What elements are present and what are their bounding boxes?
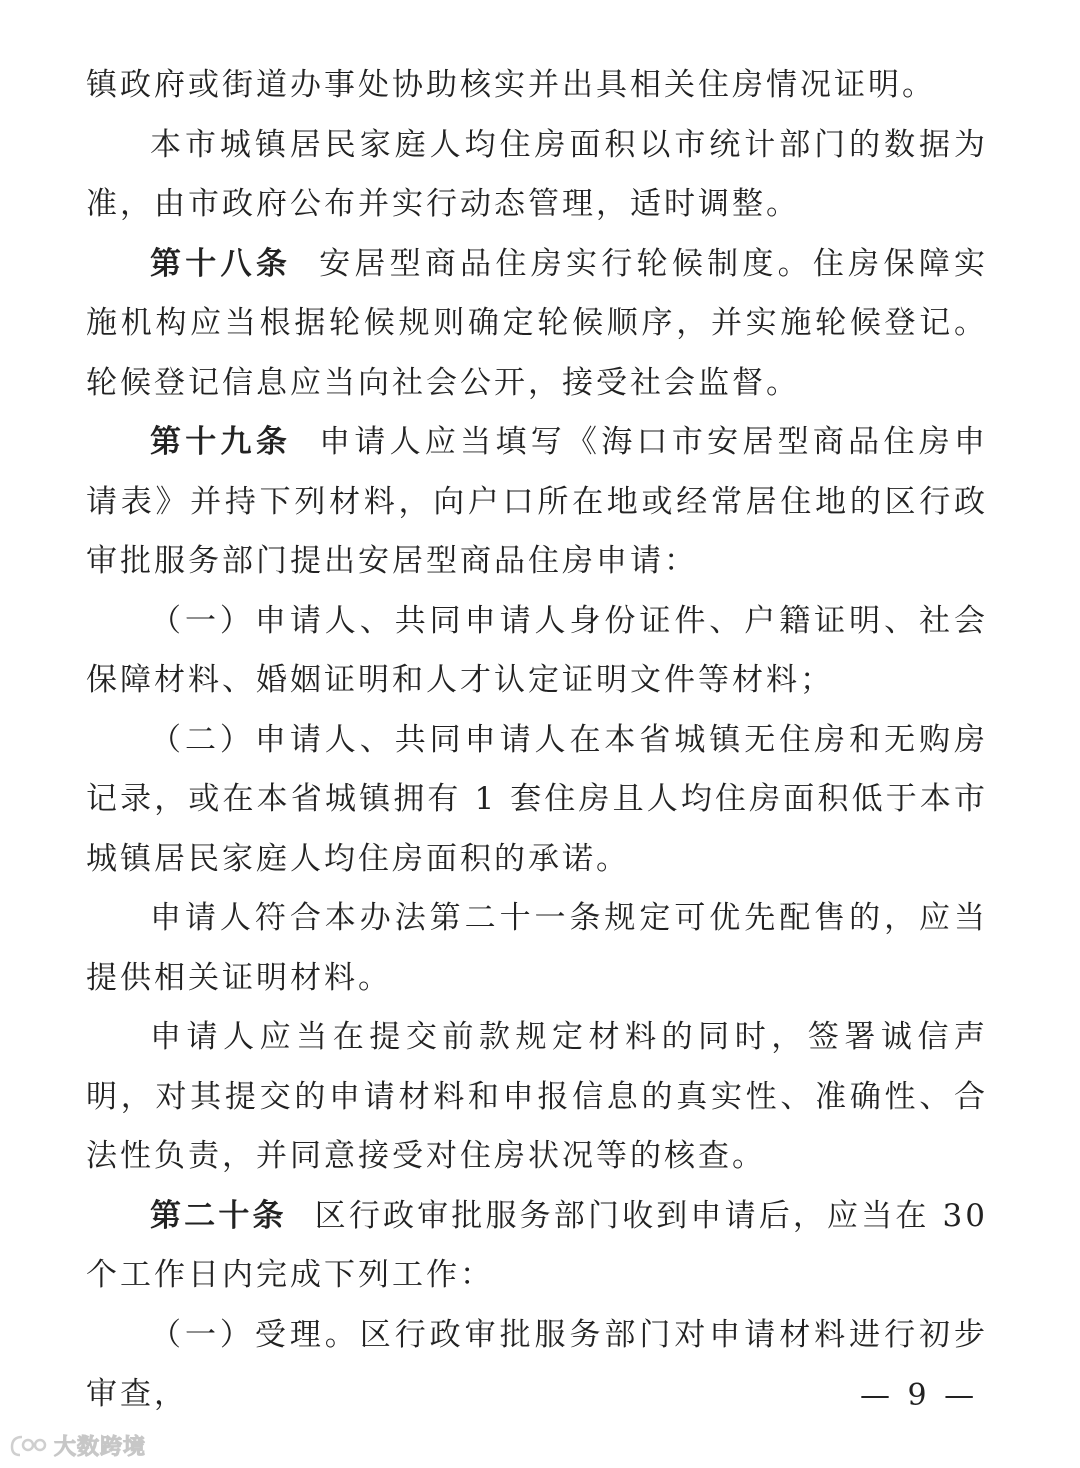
paragraph-2 [86,116,988,235]
paragraph-1 [86,56,988,116]
paragraph-priority [86,889,988,1008]
paragraph-text: 镇政府或街道办事处协助核实并出具相关住房情况证明。 [86,67,936,103]
paragraph-declaration [86,1008,988,1187]
article-20 [86,1187,988,1306]
paragraph-text: 申请人应当在提交前款规定材料的同时，签署诚信声明，对其提交的申请材料和申报信息的真实性、准确性、合法性负责，并同意接受对住房状况等的核查。 [86,1019,988,1174]
page-number: — 9 — [860,1378,979,1413]
paragraph-text: 申请人符合本办法第二十一条规定可优先配售的，应当提供相关证明材料。 [86,900,988,996]
paragraph-text: 本市城镇居民家庭人均住房面积以市统计部门的数据为准，由市政府公布并实行动态管理，适时调整。 [86,126,988,222]
article-19 [86,413,988,592]
list-item-2 [86,711,988,890]
article-heading: 第十八条 [150,245,292,282]
paragraph-text: （一）受理。区行政审批服务部门对申请材料进行初步审查， [86,1316,988,1412]
paragraph-text: 安居型商品住房实行轮候制度。住房保障实施机构应当根据轮候规则确定轮候顺序，并实施轮候登记。轮候登记信息应当向社会公开，接受社会监督。 [86,245,989,401]
paragraph-text: （一）申请人、共同申请人身份证件、户籍证明、社会保障材料、婚姻证明和人才认定证明文件等材料； [86,602,988,698]
document-body [86,56,988,1425]
watermark [8,1430,146,1461]
paragraph-text: 申请人应当填写《海口市安居型商品住房申请表》并持下列材料，向户口所在地或经常居住地的区行政审批服务部门提出安居型商品住房申请： [86,424,989,579]
article-heading: 第二十条 [150,1197,287,1234]
paragraph-text: （二）申请人、共同申请人在本省城镇无住房和无购房记录，或在本省城镇拥有 1 套住房且人均住房面积低于本市城镇居民家庭人均住房面积的承诺。 [86,721,988,877]
article-18 [86,235,988,414]
list-item-1 [86,592,988,711]
paragraph-text: 区行政审批服务部门收到申请后，应当在 30 个工作日内完成下列工作： [86,1197,989,1293]
list-item-acceptance [86,1306,988,1425]
watermark-text: 大数跨境 [54,1435,147,1460]
watermark-logo-icon [8,1433,52,1459]
article-heading: 第十九条 [150,424,292,460]
